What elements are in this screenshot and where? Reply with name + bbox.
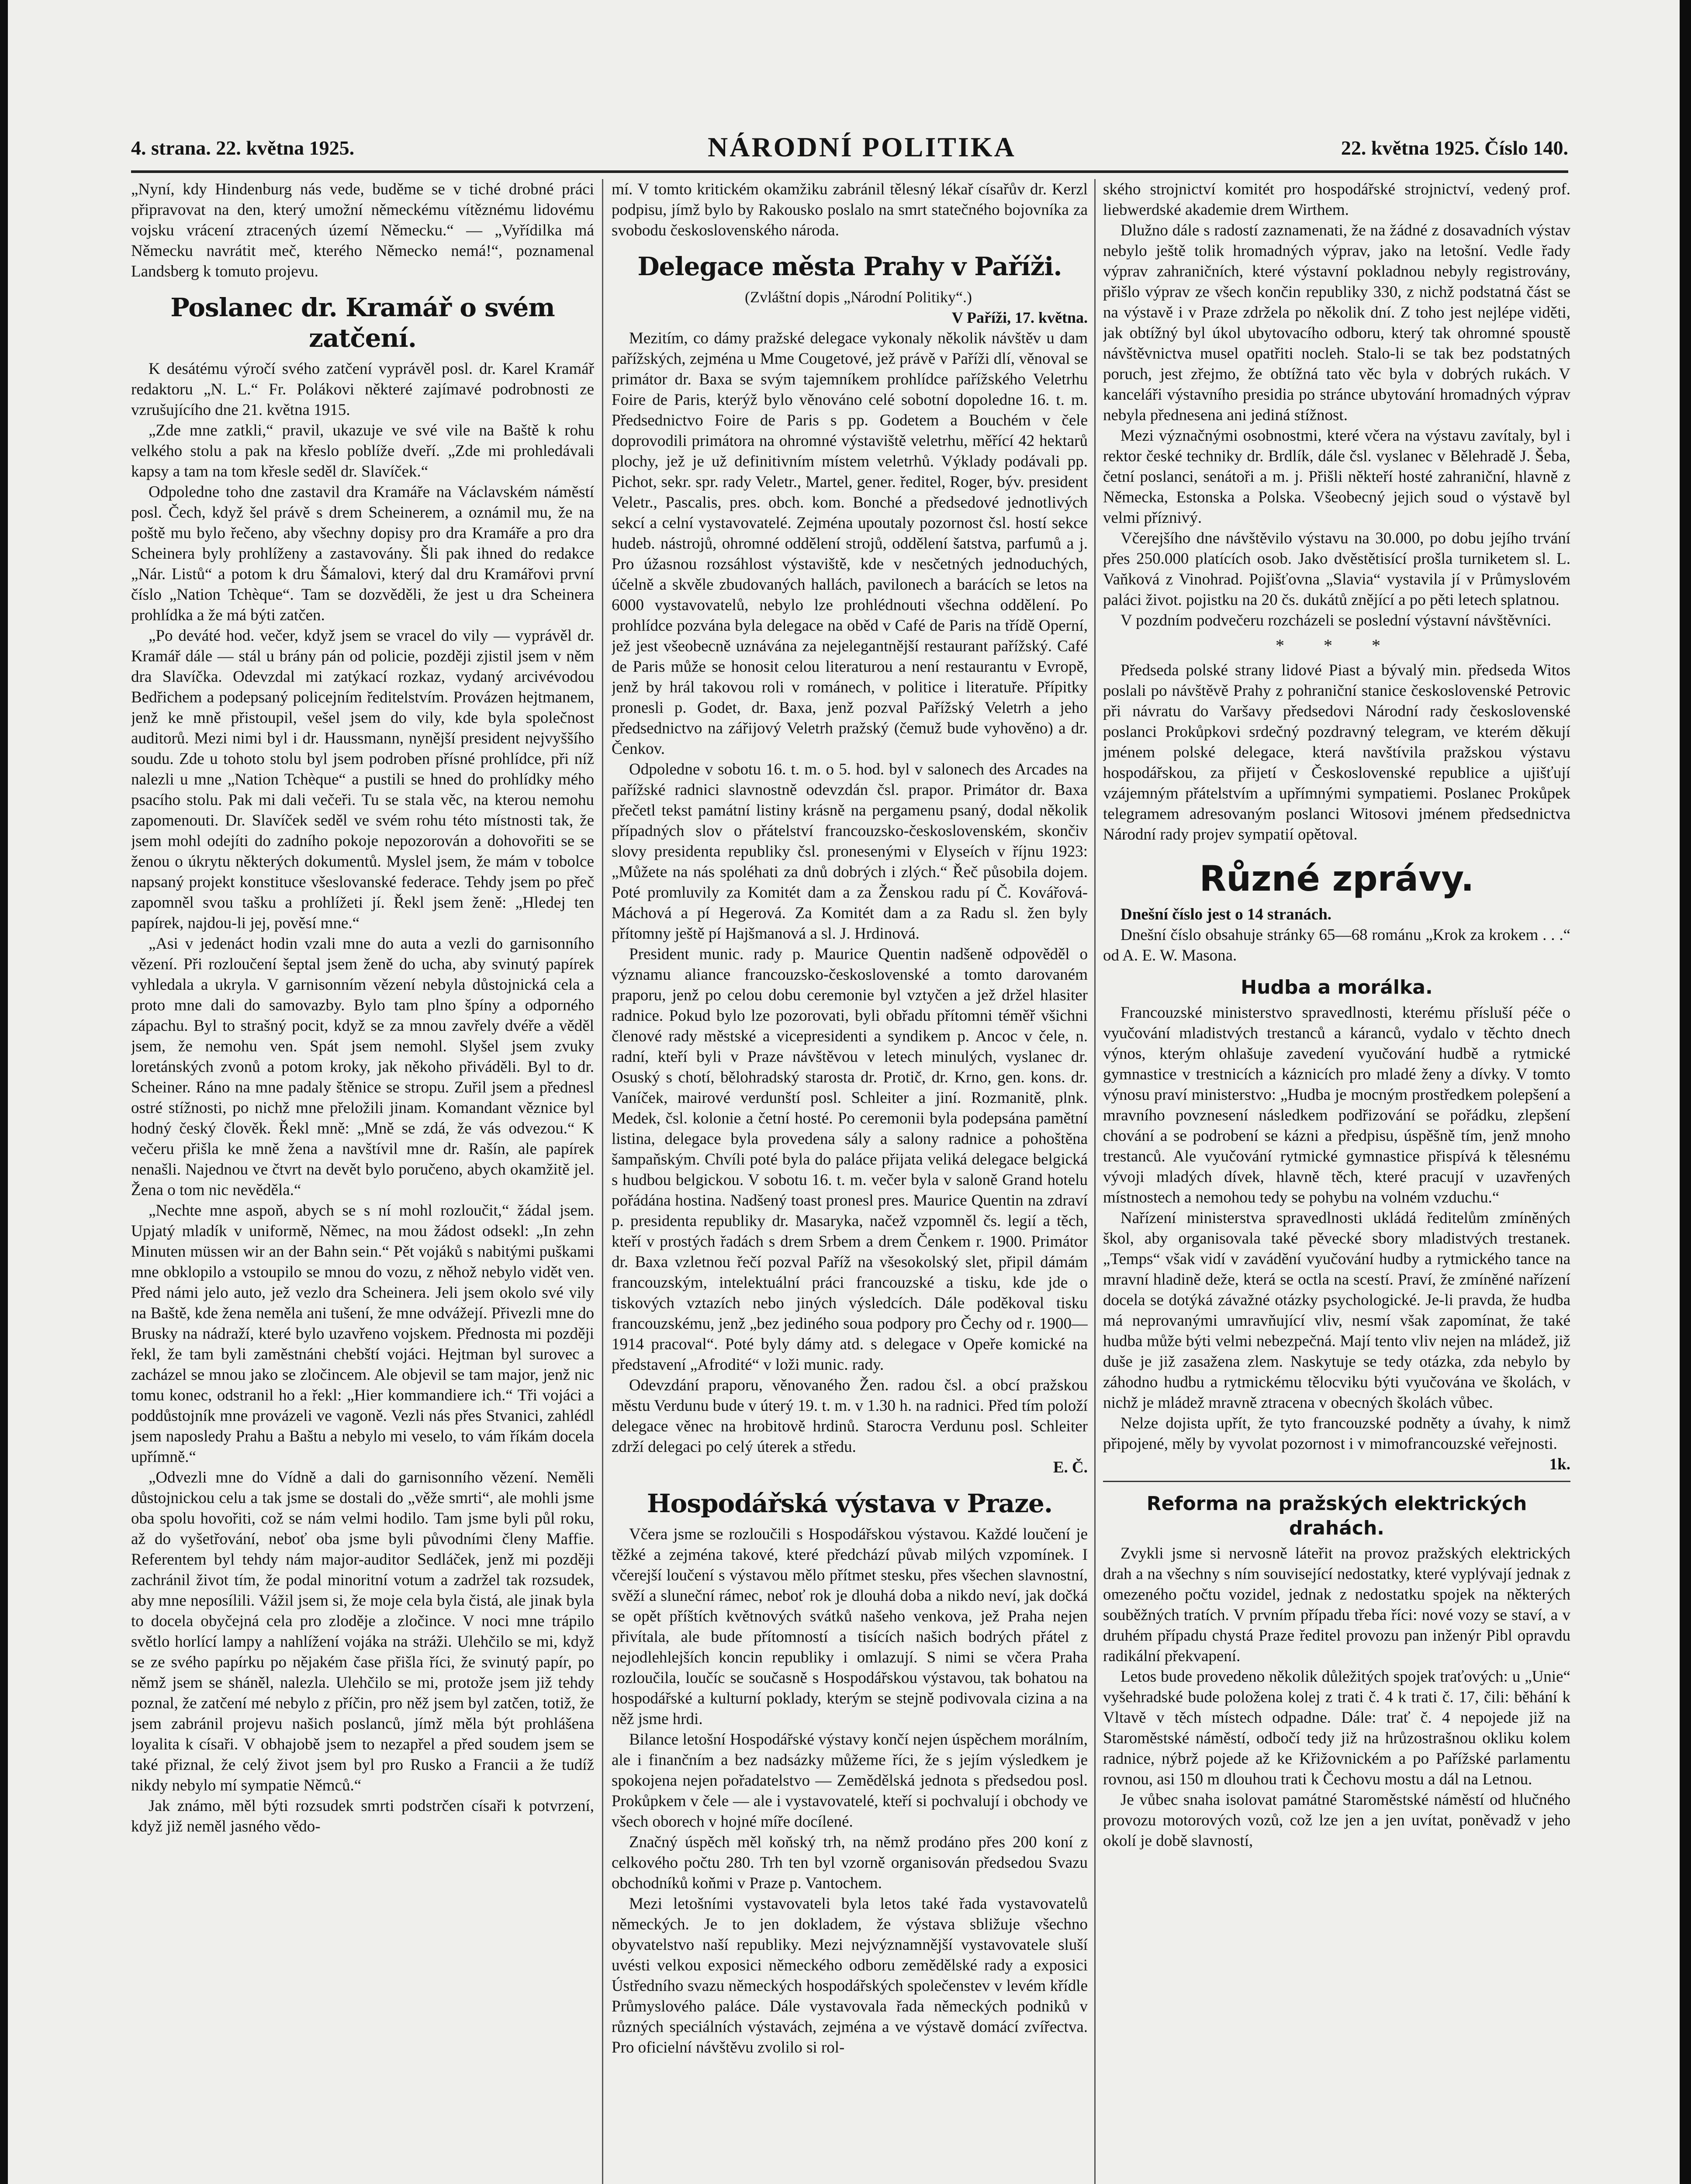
signature: E. Č. <box>1053 1458 1088 1476</box>
header-issue-number: 22. května 1925. Číslo 140. <box>1341 137 1568 159</box>
column-2 <box>612 179 1088 2184</box>
paragraph: Značný úspěch měl koňský trh, na němž prodáno přes 200 koní z celkového počtu 280. Trh ten byl vzorně organisován předsedou Svazu obchodníků koňmi v Praze p. Vantochem. <box>612 1833 1088 1892</box>
paragraph: Nelze dojista upřít, že tyto francouzské podněty a úvahy, k nimž připojené, měly by vyvolat pozornost i v mimofrancouzské veřejnosti. <box>1103 1414 1570 1453</box>
paragraph: „Po deváté hod. večer, když jsem se vracel do vily — vyprávěl dr. Kramář dále — stál u brány pán od policie, později zjistil jsem v něm dra Slavíčka. Odevzdal mi zatýkací rozkaz, vydaný arcivévodou Bedřichem a podepsaný policejním ředitelstvím. Provázen hejtmanem, jenž ke mně přistoupil, vešel jsem do vily, kde byla společnost auditorů. Mezi nimi byl i dr. Haussmann, nynější president nejvyššího soudu. Zde u tohoto stolu byl jsem podroben přísné prohlídce, při níž nalezli u mne „Nation Tchèque“ a pustili se hned do prohlídky mého psacího stolu. Pak mi dali večeři. Tu se stala věc, na kterou nemohu zapomenouti. Dr. Slavíček seděl ve svém rohu této místnosti tak, že jsem mohl odejíti do zadního pokoje nepozorován a dohovořiti se se ženou o úkrytu některých dokumentů. Myslel jsem, že mám v tobolce napsaný projekt konstituce všeslovanské federace. Tehdy jsem po přeč zapomněl svou tašku a prohlížeti jí. Řekl jsem ženě: „Hledej ten papírek, najdou-li jej, pověsí mne.“ <box>131 627 594 932</box>
paragraph: Odevzdání praporu, věnovaného Žen. radou čsl. a obcí pražskou městu Verdunu bude v úterý 19. t. m. v 1.30 h. na radnici. Před tím položí delegace věnec na hrobitově hrdinů. Staroста Verdunu posl. Schleiter zdrží delegaci po celý úterek a středu. <box>612 1376 1088 1456</box>
paragraph: Mezitím, co dámy pražské delegace vykonaly několik návštěv u dam pařížských, zejména u Mme Cougetové, jež právě v Paříži dlí, věnoval se primátor dr. Baxa se svým tajemníkem prohlídce pařížského Veletrhu Foire de Paris, kterýž bylo věnováno celé sobotní dopoledne 16. t. m. Předsednictvo Foire de Paris s pp. Godetem a Bouchém v čele doprovodili primátora na ohromné výstaviště veletrhu, měřící 42 hektarů plochy, jež je už definitivním místem veletrhů. Výklady podávali pp. Pichot, sekr. spr. rady Veletr., Martel, gener. ředitel, Roger, býv. president Veletr., Pascalis, pres. obch. kom. Bonché a předsedové jednotlivých sekcí a celní vystavovatelé. Zejména upoutaly pozornost čsl. hostí sekce hudeb. nástrojů, ohromné oddělení strojů, oddělení šatstva, parfumů a j. Pro úžasnou rozsáhlost výstaviště, kde v nesčetných jednoduchých, účelně a skvěle zbudovaných hallách, pavilonech a barácích se letos na 6000 vystavovatelů, nebylo lze prohlédnouti všechna oddělení. Po prohlídce pozvána byla delegace na oběd v Café de Paris na třídě Operní, jež jest všeobecně uznávána za nejelegantnější restaurant pařížský. Café de Paris může se honosit celou literaturou a není restaurantu v Evropě, jenž by hrál takovou roli v románech, v politice i literatuře. Přípitky pronesli p. Godet, dr. Baxa, jenž pozval Pařížský Veletrh a jeho předsednictvo na zářijový Veletrh pražský (čemuž bude vyhověno) a dr. Čenkov. <box>612 329 1088 758</box>
column-rule <box>602 179 603 2184</box>
paragraph: Včera jsme se rozloučili s Hospodářskou výstavou. Každé loučení je těžké a zejména takové, které předchází půvab milých vzpomínek. I včerejší loučení s výstavou mělo přítmet stesku, přes všechen slavnostní, svěží a sluneční rámec, neboť rok je dlouhá doba a nikdo neví, jak dočká se opět příštích květnových svátků našeho venkova, jež Praha nejen přivítala, ale bude přítomností a tisících našich bodrých přátel z nejodlehlejších koncin republiky i omlazují. S nimi se včera Praha rozloučila, loučíc se současně s Hospodářskou výstavou, tak bohatou na hospodářské a kulturní poklady, kterým se stejně podivovala cizina a na něž jsme hrdi. <box>612 1525 1088 1728</box>
scan-edge-left <box>0 0 8 2184</box>
signature: 1k. <box>1549 1455 1570 1473</box>
paragraph: „Odvezli mne do Vídně a dali do garnisonního vězení. Neměli důstojnickou celu a tak jsme se dostali do „věže smrti“, ale mohli jsme oba spolu hovořiti, což se nám velmi hodilo. Tam jsme byli půl roku, až do vyšetřování, neboť oba jsme byli původními členy Maffie. Referentem byl tehdy nám major-auditor Sedláček, jenž mi později zachránil život tím, že podal minoritní votum a zadržel tak rozsudek, aby mne neposílili. Vážil jsem si, že moje cela byla čistá, ale jinak byla to docela obyčejná cela pro zloděje a zločince. V noci mne trápilo světlo horlící lampy a nahlížení vojáka na stráži. Ulehčilo se mi, když se ze svého papírku po nějakém čase přišla říci, že svinutý papír, po němž jsem se sháněl, nalezla. Ulehčilo se mi, protože jsem již tehdy poznal, že zatčení mé nebylo z příčin, pro něž jsem byl zatčen, totiž, že jsem zabránil projevu našich poslanců, jímž měla být prohlášena loyalita k císaři. V obhajobě jsem to nezapřel a před soudem jsem se také přiznal, že celý život jsem byl pro Rusko a Francii a že tudíž nikdy nebylo mí sympatie Němců.“ <box>131 1469 594 1794</box>
divider <box>1103 1481 1570 1482</box>
column-rule <box>1094 179 1096 2184</box>
paragraph: Dlužno dále s radostí zaznamenati, že na žádné z dosavadních výstav nebylo ještě tolik hromadných výprav, jako na letošní. Vedle řady výprav zahraničních, které výstavní pokladnou nebyly registrovány, přišlo výprav ze všech končin republiky 330, z nichž podstatná část se na výstavě i v Praze zdržela po několik dní. Z toho jest nejlépe viděti, jak obtížný byl úkol ubytovacího odboru, který tak ohromné spoustě návštěvnictva musel opatřiti nocleh. Stalo-li se tak bez podstatných poruch, jest zřejmo, že obtížná tato věc byla v dobrých rukách. V kanceláři výstavního presidia po stránce ubytování hromadných výprav nebyla přednesena ani jediná stížnost. <box>1103 221 1570 424</box>
headline-delegace: Delegace města Prahy v Paříži. <box>637 252 1062 281</box>
paragraph: Včerejšího dne návštěvilo výstavu na 30.000, po dobu jejího trvání přes 250.000 platících osob. Jako dvěstětisící prošla turniketem sl. L. Vaňková z Vinohrad. Pojišťovna „Slavia“ vystavila jí v Průmyslovém paláci život. pojistku na 20 čs. dukátů znějící a po pěti letech splatnou. <box>1103 529 1570 609</box>
paragraph: ského strojnictví komitét pro hospodářské strojnictví, vedený prof. liebwerdské akademie drem Wirthem. <box>1103 180 1570 219</box>
column-3 <box>1103 179 1570 2184</box>
byline: (Zvláštní dopis „Národní Politiky“.) <box>745 288 972 306</box>
paragraph: Mezi letošními vystavovateli byla letos také řada vystavovatelů německých. Je to jen dokladem, že výstava sbližuje všechno obyvatelstvo naší republiky. Mezi nejvýznamnější vystavovatele sluší uvésti velkou exposici německého odboru zemědělské rady a exposici Ústředního svazu německých hospodářských společenstev v levém křídle Průmyslového paláce. Dále vystavovala řada německých podniků v různých speciálních výstavách, zejména a ve výstavě domácí zvířectva. Pro oficielní návštěvu zvolilo si rol- <box>612 1895 1088 2056</box>
paragraph: „Zde mne zatkli,“ pravil, ukazuje ve své vile na Baště k rohu velkého stolu a pak na křeslo poblíže dveří. „Zde mi prohledávali kapsy a tam na tom křesle seděl dr. Slavíček.“ <box>131 422 594 480</box>
header-page-date: 4. strana. 22. května 1925. <box>131 137 355 159</box>
paragraph: Francouzské ministerstvo spravedlnosti, kterému přísluší péče o vyučování mladistvých trestanců a káranců, vydalo v těchto dnech výnos, kterým ohlašuje zavedení vyučování hudbě a rytmické gymnastice v trestnicích a káznicích pro mladé ženy a dívky. V tomto výnosu praví ministerstvo: „Hudba je mocným prostředkem polepšení a mravního povznesení následkem podřizování se pořádku, zlepšení chování a se podrobení se kázni a předpisu, úspěšně tím, jenž mnoho trestanců. Ale vyučování rytmické gymnastice přispívá k tělesnému vývoji mladých dívek, hlavně těch, které pracují v uzavřených místnostech a nemohou tedy se pohybu na volném vzduchu.“ <box>1103 1004 1570 1206</box>
paragraph: Zvykli jsme si nervosně láteřit na provoz pražských elektrických drah a na všechny s ním související nedostatky, které vyplývají jednak z omezeného počtu vozidel, jednak z nedostatku spojek na některých souběžných tratích. V prvním případu třeba říci: nové vozy se staví, a v druhém případu chystá Praze ředitel provozu pan inženýr Pibl opravdu radikální překvapení. <box>1103 1545 1570 1665</box>
headline-kramar: Poslanec dr. Kramář o svém zatčení. <box>170 293 555 353</box>
column-1 <box>131 179 594 2184</box>
paragraph: Předseda polské strany lidové Piast a bývalý min. předseda Witos poslali po návštěvě Prahy z pohraniční stanice československé Petrovic při návratu do Varšavy předsedovi Národní rady československé poslanci Prokůpkovi srdečný pozdravný telegram, ve kterém děkují jménem polské delegace, která navštívila pražskou výstavu hospodářskou, za přijetí v Československé republice a ujišťují vzájemným přátelstvím a upřímnými sympatiemi. Poslanec Prokůpek telegramem adresovaným poslanci Witosovi jménem předsednictva Národní rady projev sympatií opětoval. <box>1103 661 1570 843</box>
paragraph: Nařízení ministerstva spravedlnosti ukládá ředitelům zmíněných škol, aby organisovala také pěvecké sbory mladistvých trestanek. „Temps“ však vidí v zavádění vyučování hudby a rytmického tance na mravní hladině deže, která se octla na scestí. Praví, že zmíněné nařízení docela se dotýká závažné otázky psychologické. Je-li pravda, že hudba má neprovanými umravňující vliv, nesmí však zapomínat, že také hudba může býti velmi nebezpečná. Mají tento vliv nejen na mládež, již duše je již zasažena zlem. Naskytuje se tedy otázka, zda nebylo by záhodno hudbu a rytmickému tělocviku býti vyučována ve školách, v nichž je mládež mravně ztracena v obecných školách vůbec. <box>1103 1209 1570 1412</box>
paragraph: „Nyní, kdy Hindenburg nás vede, buděme se v tiché drobné práci připravovat na den, který umožní německému vítěznému lidovému vojsku vrácení ztracených území Německu.“ — „Vyřídilka má Německu navrátit meč, kterého Německo nemá!“, poznamenal Landsberg k tomuto projevu. <box>131 180 594 280</box>
paragraph: Dnešní číslo obsahuje stránky 65—68 románu „Krok za krokem . . .“ od A. E. W. Masona. <box>1103 926 1570 964</box>
section-title-ruzne: Různé zprávy. <box>1199 858 1474 899</box>
paragraph: Odpoledne v sobotu 16. t. m. o 5. hod. byl v salonech des Arcades na pařížské radnici slavnostně odevzdán čsl. prapor. Primátor dr. Baxa přečetl tekst památní listiny krásně na pergamenu psaný, dodal několik případných slov o přátelství francouzsko-československém, skončiv slovy presidenta republiky čsl. pronesenými v Elyseích v říjnu 1923: „Můžete na nás spoléhati za dnů dobrých i zlých.“ Řeč působila dojem. Poté promluvily za Komitét dam a za Ženskou radu pí Č. Kovářová-Máchová a pí Hegerová. Za Komitét dam a za Radu sl. žen byly přítomny ještě pí Hajšmanová a sl. J. Hrdinová. <box>612 760 1088 943</box>
paragraph: President munic. rady p. Maurice Quentin nadšeně odpověděl o významu aliance francouzsko-československé a tomto darovaném praporu, jenž po celou dobu ceremonie byl vztyčen a jež držel hlasiter radnice. Pokud bylo lze pozorovati, byli obřadu přítomni téměř všichni členové rady městské a vicepresidenti a syndikem p. Ancoc v čele, n. radní, kteří byli v Praze návštěvou v letech minulých, vyslanec dr. Osuský s chotí, bělohradský starosta dr. Protič, dr. Krno, gen. kons. dr. Vaníček, mairové verdunští posl. Schleiter a jiní. Rozmanitě, plnk. Medek, čsl. kolonie a četní hosté. Po ceremonii byla podepsána pamětní listina, delegace byla provedena sály a salony radnice a pohoštěna šampaňským. Chvíli poté byla do paláce přijata veliká delegace belgická s hudbou belgickou. V sobotu 16. t. m. večer byla v saloně Grand hotelu pořádána hostina. Nadšený toast pronesl pres. Maurice Quentin na zdraví p. presidenta republiky dr. Masaryka, načež vzpomněl čs. legií a těch, kteří v prostých řadách s drem Srbem a drem Čenkem r. 1900. Primátor dr. Baxa vzletnou řečí pozval Paříž na všesokolský slet, připil dámám francouzským, intelektuální práci francouzské a tisku, kde jde o tiskových vztazích nebo jiných výsledcích. Dále poděkoval tisku francouzskému, jenž „bez jediného soua podpory pro Čechy od r. 1900—1914 pracoval“. Poté byly dámy atd. s delegace v Opeře komické na představení „Afrodité“ v loži munic. rady. <box>612 945 1088 1374</box>
section-separator: * * * <box>1276 636 1398 655</box>
page-header <box>131 131 1568 173</box>
masthead-title: NÁRODNÍ POLITIKA <box>708 131 1016 162</box>
dateline: V Paříži, 17. května. <box>951 309 1088 326</box>
paragraph: mí. V tomto kritickém okamžiku zabránil tělesný lékař císařův dr. Kerzl podpisu, jímž bylo by Rakousko poslalo na smrt statečného bojovníka za svobodu československého národa. <box>612 180 1088 239</box>
headline-reforma: Reforma na pražských elektrických drahách. <box>1146 1493 1527 1539</box>
notice-bold: Dnešní číslo jest o 14 stranách. <box>1120 905 1332 923</box>
paragraph: Mezi význačnými osobnostmi, které včera na výstavu zavítaly, byl i rektor české techniky dr. Brdlík, dále čsl. vyslanec v Bělehradě J. Šeba, četní poslanci, senátoři a m. j. Přišli někteří hosté zahraniční, hlavně z Německa, Estonska a Polska. Všeobecný jejich soud o výstavě byl velmi příznivý. <box>1103 427 1570 527</box>
headline-vystava: Hospodářská výstava v Praze. <box>647 1489 1053 1518</box>
headline-hudba: Hudba a morálka. <box>1241 976 1433 999</box>
paragraph: K desátému výročí svého zatčení vyprávěl posl. dr. Karel Kramář redaktoru „N. L.“ Fr. Polákovi některé zajímavé podrobnosti ze vzrušujícího dne 21. května 1915. <box>131 360 594 419</box>
scan-edge-right <box>1680 0 1691 2184</box>
paragraph: Je vůbec snaha isolovat památné Staroměstské náměstí od hlučného provozu motorových vozů, což lze jen a jen uvítat, poněvadž v jeho okolí je době slavností, <box>1103 1791 1570 1850</box>
paragraph: V pozdním podvečeru rozcházeli se poslední výstavní návštěvníci. <box>1120 612 1551 629</box>
paragraph: Bilance letošní Hospodářské výstavy končí nejen úspěchem morálním, ale i finančním a bez nadsázky můžeme říci, že s jejím výsledkem je spokojena nejen pořadatelstvo — Zemědělská jednota s předsedou posl. Prokůpkem v čele — ale i vystavovatelé, kteří si pochvalují i obchody ve všech oborech v hojné míře docílené. <box>612 1731 1088 1831</box>
paragraph: Odpoledne toho dne zastavil dra Kramáře na Václavském náměstí posl. Čech, když šel právě s drem Scheinerem, a oznámil mu, že na poště mu bylo řečeno, aby všechny dopisy pro dra Kramáře a pro dra Scheinera byly prohlíženy a zastavovány. Šli pak ihned do redakce „Nár. Listů“ a potom k dru Šámalovi, který dal dru Kramářovi první číslo „Nation Tchèque“. Tam se dozvěděli, že jest u dra Scheinera prohlídka a že má býti zatčen. <box>131 483 594 624</box>
paragraph: „Nechte mne aspoň, abych se s ní mohl rozloučit,“ žádal jsem. Upjatý mladík v uniformě, Němec, na mou žádost odsekl: „In zehn Minuten müssen wir an der Bahn sein.“ Pět vojáků s nabitými puškami mne obklopilo a vstoupilo se mnou do vozu, z něhož nebylo vidět ven. Před námi jelo auto, jež vezlo dra Scheinera. Jeli jsem okolo své vily na Baště, kde žena neměla ani tušení, že mne odvážejí. Přivezli mne do Brusky na nádraží, které bylo uzavřeno vojskem. Přednosta mi později řekl, že tam byli zaměstnáni chebští vojáci. Hejtman byl surovec a zacházel se mnou jako se zločincem. Ale objevil se tam major, jenž nic tomu konec, odstranil ho a řekl: „Hier kommandiere ich.“ Tři vojáci a poddůstojník mne provázeli ve vagoně. Vezli nás přes Stvanici, zahlédl jsem naposledy Prahu a Baštu a nebylo mi veselo, to vám říkám docela upřímně.“ <box>131 1202 594 1466</box>
paragraph: „Asi v jedenáct hodin vzali mne do auta a vezli do garnisonního vězení. Při rozloučení šeptal jsem ženě do ucha, aby svinutý papírek vyhledala a ukryla. V garnisonním vězení nebyla důstojnická cela a proto mne dali do samovazby. Bylo tam plno špíny a odporného zápachu. Byl to strašný pocit, když se za mnou zavřely dvéře a věděl jsem, že nemohu ven. Spát jsem nemohl. Slyšel jsem zvuky loretánských zvonů a potom kroky, jak někoho přiváděli. Byl to dr. Scheiner. Ráno na mne padaly štěnice se stropu. Zuřil jsem a přednesl ostré stížnosti, po nichž mne přeložili jinam. Komandant věznice byl hodný český člověk. Řekl mně: „Mně se zdá, že vás odvezou.“ K večeru přišla ke mně žena a navštívil mne dr. Rašín, ale papírek nenašli. Najednou ve čtvrt na devět bylo poručeno, abych okamžitě jel. Žena o tom nic nevěděla.“ <box>131 935 594 1199</box>
paragraph: Letos bude provedeno několik důležitých spojek traťových: u „Unie“ vyšehradské bude položena kolej z trati č. 4 k trati č. 17, čili: běhání k Vltavě v těch místech odpadne. Dále: trať č. 4 nepojede již na Staroměstské náměstí, odbočí tedy již na hrůzostrašnou okliku kolem radnice, nýbrž pojede až ke Křižovnickém a po Pařížské parlamentu rovnou, asi 150 m dlouhou trati k Čechovu mostu a dál na Letnou. <box>1103 1668 1570 1788</box>
paragraph: Jak známo, měl býti rozsudek smrti podstrčen císaři k potvrzení, když již neměl jasného vědo- <box>131 1797 594 1835</box>
